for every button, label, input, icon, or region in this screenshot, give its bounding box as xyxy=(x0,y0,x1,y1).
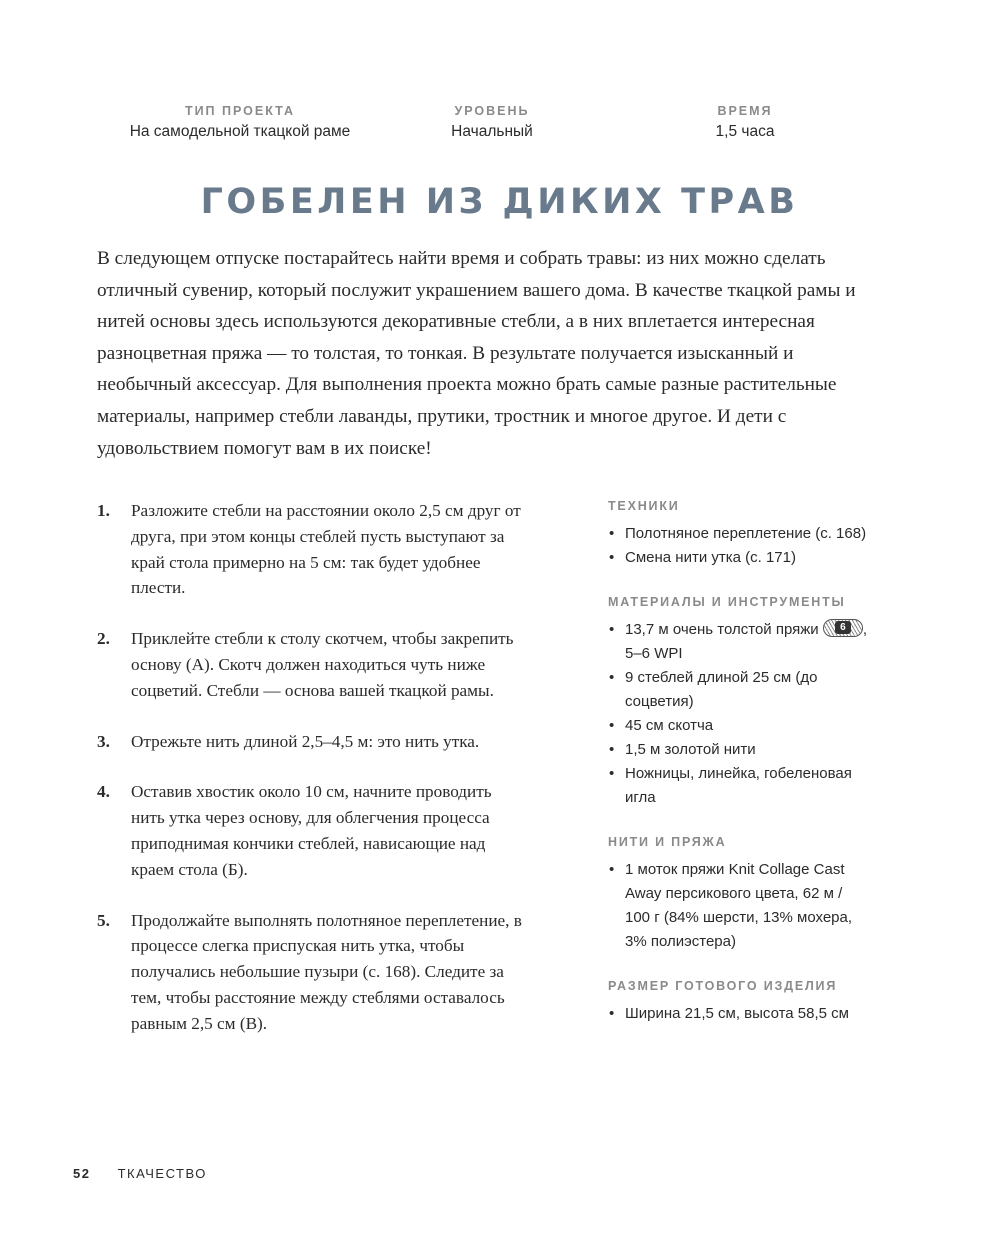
page-footer xyxy=(73,1166,207,1181)
yarn-amount-text: 13,7 м очень толстой пряжи xyxy=(625,621,819,638)
yarn-item-suffix: , xyxy=(862,621,868,638)
step-number: 4. xyxy=(97,782,110,802)
project-meta xyxy=(0,104,999,154)
materials-heading: МАТЕРИАЛЫ И ИНСТРУМЕНТЫ xyxy=(608,595,846,609)
list-item xyxy=(608,762,908,810)
list-item: • Ширина 21,5 см, высота 58,5 см xyxy=(608,1002,908,1026)
size-section xyxy=(608,978,908,1026)
materials-section xyxy=(608,594,908,810)
step-item xyxy=(97,908,527,1037)
yarn-section xyxy=(608,834,908,954)
meta-value: 1,5 часа xyxy=(715,123,775,140)
section-name: ТКАЧЕСТВО xyxy=(117,1166,207,1181)
meta-label: ВРЕМЯ xyxy=(717,104,773,118)
list-item: • 45 см скотча xyxy=(608,714,908,738)
sidebar xyxy=(608,498,908,1050)
list-item: • Смена нити утка (с. 171) xyxy=(608,546,908,570)
step-number: 3. xyxy=(97,731,110,751)
meta-label: УРОВЕНЬ xyxy=(454,104,530,118)
meta-time xyxy=(665,104,825,141)
step-text: Оставив хвостик около 10 см, начните проводить нить утка через основу, для облегчения процесса приподнимая кончики стеблей, нависающие над краем стола (Б). xyxy=(131,782,492,879)
techniques-list xyxy=(608,522,908,570)
yarn-wpi-text: 5–6 WPI xyxy=(625,645,683,662)
steps-list xyxy=(97,498,527,1062)
size-heading: РАЗМЕР ГОТОВОГО ИЗДЕЛИЯ xyxy=(608,979,838,993)
size-list xyxy=(608,1002,908,1026)
list-item: • 1,5 м золотой нити xyxy=(608,738,908,762)
materials-list xyxy=(608,618,908,810)
meta-value: На самодельной ткацкой раме xyxy=(129,123,351,140)
page-title: ГОБЕЛЕН ИЗ ДИКИХ ТРАВ xyxy=(200,182,799,222)
list-item xyxy=(608,858,908,954)
list-item: • Полотняное переплетение (с. 168) xyxy=(608,522,908,546)
list-item-text: 9 стеблей длиной 25 см (до соцветия) xyxy=(625,669,818,710)
techniques-heading: ТЕХНИКИ xyxy=(608,499,680,513)
list-item-text: Ножницы, линейка, гобеленовая игла xyxy=(625,765,852,806)
yarn-heading: НИТИ И ПРЯЖА xyxy=(608,835,727,849)
step-number: 1. xyxy=(97,501,110,520)
step-number: 5. xyxy=(97,910,110,930)
list-item-text: 1 моток пряжи Knit Collage Cast Away персикового цвета, 62 м / 100 г (84% шерсти, 13% мохера, 3% полиэстера) xyxy=(625,861,853,950)
techniques-section xyxy=(608,498,908,570)
meta-value: Начальный xyxy=(451,123,533,140)
list-item xyxy=(608,618,908,666)
page-number: 52 xyxy=(73,1166,91,1181)
step-text: Приклейте стебли к столу скотчем, чтобы закрепить основу (А). Скотч должен находиться чуть ниже соцветий. Стебли — основа вашей ткацкой рамы. xyxy=(131,629,514,700)
step-item xyxy=(97,729,527,755)
step-item xyxy=(97,779,527,882)
yarn-weight-icon xyxy=(823,619,863,637)
meta-label: ТИП ПРОЕКТА xyxy=(184,104,296,118)
step-item xyxy=(97,626,527,703)
list-item xyxy=(608,666,908,714)
step-text: Продолжайте выполнять полотняное переплетение, в процессе слегка приспуская нить утка, чтобы получались небольшие пузыри (с. 168). Следите за тем, чтобы расстояние между стеблями оставалось равным 2,5 см (В). xyxy=(131,910,522,1033)
meta-project-type xyxy=(110,104,370,141)
meta-level xyxy=(402,104,582,141)
step-text: Разложите стебли на расстоянии около 2,5 см друг от друга, при этом концы стеблей пусть выступают за край стола примерно на 5 см: так будет удобнее плести. xyxy=(131,501,521,598)
step-item xyxy=(97,498,527,601)
yarn-weight-number: 6 xyxy=(835,621,851,634)
yarn-list xyxy=(608,858,908,954)
intro-paragraph: В следующем отпуске постарайтесь найти время и собрать травы: из них можно сделать отличный сувенир, который послужит украшением вашего дома. В качестве ткацкой рамы и нитей основы здесь используются декоративные стебли, а в них вплетается интересная разноцветная пряжа — то толстая, то тонкая. В результате получается изысканный и необычный аксессуар. Для выполнения проекта можно брать самые разные растительные материалы, например стебли лаванды, прутики, тростник и многое другое. И дети с удовольствием помогут вам в их поиске! xyxy=(97,248,856,459)
step-number: 2. xyxy=(97,629,110,649)
step-text: Отрежьте нить длиной 2,5–4,5 м: это нить утка. xyxy=(131,731,480,751)
